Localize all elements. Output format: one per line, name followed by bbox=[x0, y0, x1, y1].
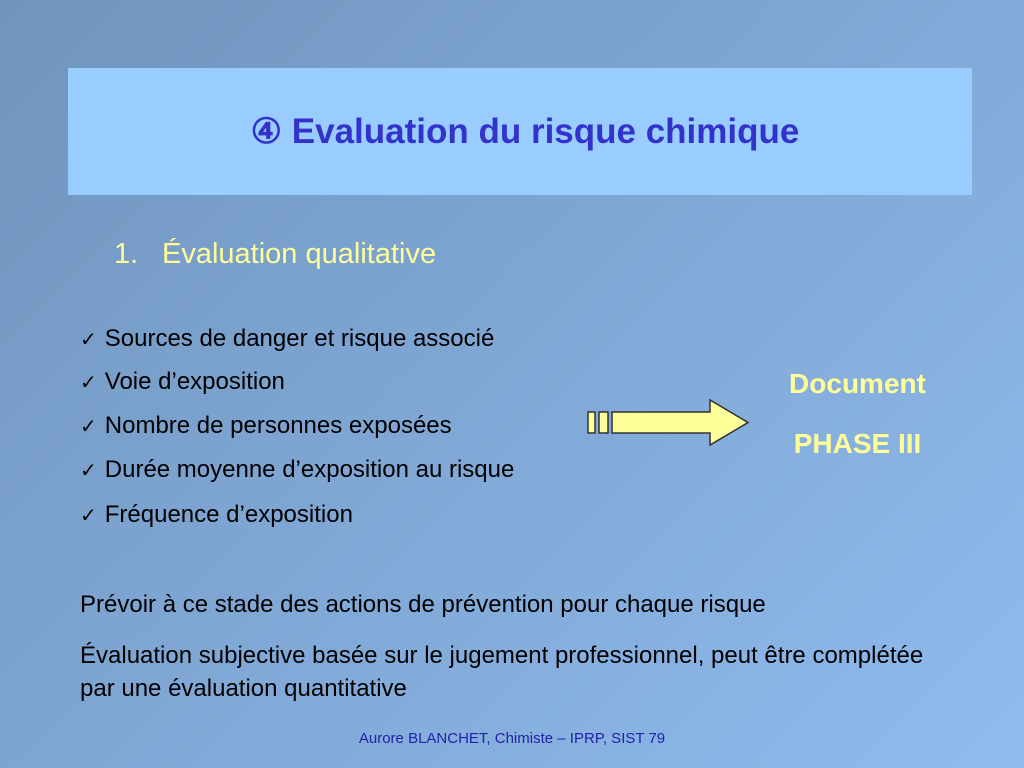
checklist-item-label: Sources de danger et risque associé bbox=[104, 325, 495, 352]
block-arrow-right-icon bbox=[586, 398, 754, 448]
checklist-item bbox=[80, 501, 353, 529]
title-box bbox=[68, 68, 972, 195]
checkmark-icon: ✓ bbox=[80, 505, 97, 527]
subtitle bbox=[114, 238, 436, 271]
checkmark-icon: ✓ bbox=[80, 329, 97, 351]
prevention-paragraph: Prévoir à ce stade des actions de prévention pour chaque risque bbox=[80, 591, 766, 618]
checklist-item bbox=[80, 456, 514, 484]
subtitle-text: Évaluation qualitative bbox=[162, 238, 437, 270]
document-label: Document bbox=[789, 368, 926, 399]
subtitle-number: 1. bbox=[114, 238, 139, 270]
checklist-item-label: Durée moyenne d’exposition au risque bbox=[104, 456, 515, 483]
slide-title: ④ Evaluation du risque chimique bbox=[250, 111, 800, 151]
checkmark-icon: ✓ bbox=[80, 372, 97, 394]
evaluation-paragraph: Évaluation subjective basée sur le jugement professionnel, peut être complétée par une évaluation quantitative bbox=[80, 642, 924, 702]
checklist-item bbox=[80, 368, 285, 396]
checklist-item bbox=[80, 412, 452, 440]
checklist-item-label: Nombre de personnes exposées bbox=[104, 412, 452, 439]
phase-label: PHASE III bbox=[793, 428, 922, 459]
checklist-item-label: Fréquence d’exposition bbox=[104, 501, 353, 528]
checklist-item-label: Voie d’exposition bbox=[104, 368, 285, 395]
slide-footer: Aurore BLANCHET, Chimiste – IPRP, SIST 79 bbox=[358, 730, 666, 747]
checkmark-icon: ✓ bbox=[80, 416, 97, 438]
checkmark-icon: ✓ bbox=[80, 460, 97, 482]
checklist-item bbox=[80, 325, 494, 353]
